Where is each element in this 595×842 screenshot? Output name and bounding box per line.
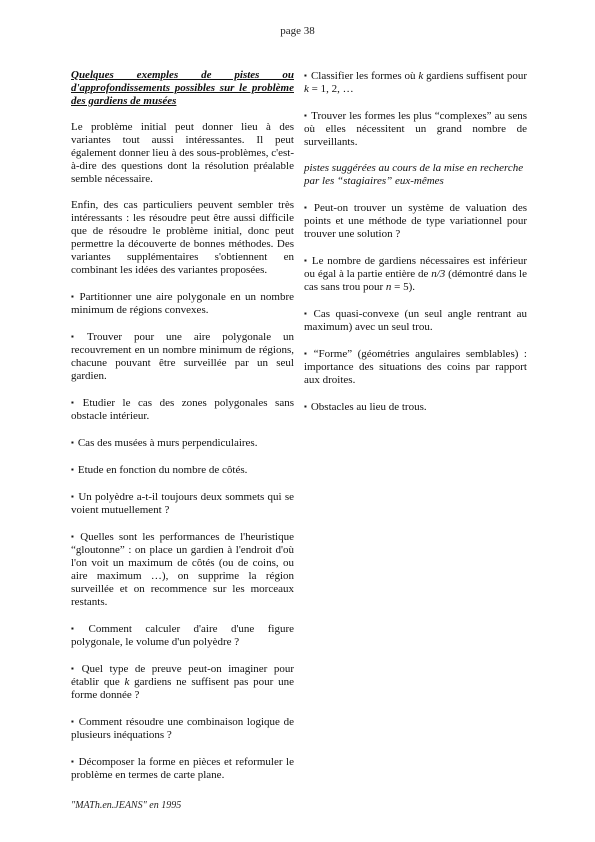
list-item: ▪ Trouver pour une aire polygonale un recouvrement en un nombre minimum de régions, chacune pouvant être surveillée par un seul gardien. (71, 331, 294, 382)
footer-credit: "MATh.en.JEANS" en 1995 (71, 800, 182, 811)
second-paragraph: Enfin, des cas particuliers peuvent sembler très intéressants : les résoudre peut être aussi difficile que de résoudre le problème initial, donc peut permettre la découverte de bonnes méthodes. Des variantes supplémentaires s'obtiennent en combinant les idées des variantes proposées. (71, 199, 294, 276)
bullet-icon: ▪ (304, 111, 308, 120)
list-item: ▪ Obstacles au lieu de trous. (304, 401, 427, 413)
bullet-icon: ▪ (71, 717, 75, 726)
list-item: ▪ Un polyèdre a-t-il toujours deux sommets qui se voient mutuellement ? (71, 491, 295, 516)
bullet-icon: ▪ (71, 757, 75, 766)
bullet-icon: ▪ (304, 256, 308, 265)
bullet-icon: ▪ (304, 71, 307, 80)
bullet-icon: ▪ (304, 402, 307, 411)
list-item: ▪ Etude en fonction du nombre de côtés. (71, 464, 248, 476)
list-item: ▪ Trouver les formes les plus “complexes” au sens où elles nécessitent un grand nombre de surveillants. (304, 110, 527, 148)
list-item: ▪ “Forme” (géométries angulaires semblables) : importance des situations des coins par rapport aux droites. (304, 348, 527, 386)
list-item: ▪ Comment calculer d'aire d'une figure polygonale, le volume d'un polyèdre ? (71, 623, 294, 648)
list-item: ▪ Cas quasi-convexe (un seul angle rentrant au maximum) avec un seul trou. (304, 308, 527, 333)
bullet-icon: ▪ (71, 532, 77, 541)
bullet-icon: ▪ (71, 664, 78, 673)
bullet-icon: ▪ (304, 309, 310, 318)
section-title: Quelques exemples de pistes ou d'approfondissements possibles sur le problème des gardiens de musées (71, 69, 294, 107)
list-item: ▪ Quel type de preuve peut-on imaginer pour établir que k gardiens ne suffisent pas pour une forme donnée ? (71, 663, 294, 701)
list-item: ▪ Peut-on trouver un système de valuation des points et une méthode de type variationnel pour trouver une solution ? (304, 202, 527, 240)
bullet-icon: ▪ (71, 492, 75, 501)
list-item: ▪ Quelles sont les performances de l'heuristique “gloutonne” : on place un gardien à l'endroit d'où l'on voit un maximum de côtés (ou de coins, ou aire maximum …), on supprime la région surveillée et on recommence sur les morceaux restants. (71, 531, 294, 608)
intro-paragraph: Le problème initial peut donner lieu à des variantes tout aussi intéressantes. Il peut également donner lieu à des sous-problèmes, c'est-à-dire des questions dont la résolution préalable semble nécessaire. (71, 121, 294, 185)
bullet-icon: ▪ (71, 398, 79, 407)
list-item: ▪ Etudier le cas des zones polygonales sans obstacle intérieur. (71, 397, 294, 422)
bullet-icon: ▪ (304, 203, 310, 212)
list-item: ▪ Partitionner une aire polygonale en un nombre minimum de régions convexes. (71, 291, 294, 316)
list-item: ▪ Comment résoudre une combinaison logique de plusieurs inéquations ? (71, 716, 294, 741)
list-item: ▪ Le nombre de gardiens nécessaires est inférieur ou égal à la partie entière de n/3 (démontré dans le cas sans trou pour n = 5). (304, 255, 527, 293)
page-number: page 38 (280, 25, 315, 37)
list-item: ▪ Classifier les formes où k gardiens suffisent pour k = 1, 2, … (304, 70, 527, 95)
bullet-icon: ▪ (304, 349, 310, 358)
left-column (71, 69, 294, 795)
bullet-icon: ▪ (71, 332, 83, 341)
list-item: ▪ Décomposer la forme en pièces et reformuler le problème en termes de carte plane. (71, 756, 294, 781)
list-item: ▪ Cas des musées à murs perpendiculaires. (71, 437, 258, 449)
right-column (304, 69, 527, 427)
bullet-icon: ▪ (71, 465, 74, 474)
bullet-icon: ▪ (71, 292, 76, 301)
bullet-icon: ▪ (71, 438, 74, 447)
bullet-icon: ▪ (71, 624, 85, 633)
subheading: pistes suggérées au cours de la mise en recherche par les “stagiaires” eux-mêmes (304, 162, 524, 187)
